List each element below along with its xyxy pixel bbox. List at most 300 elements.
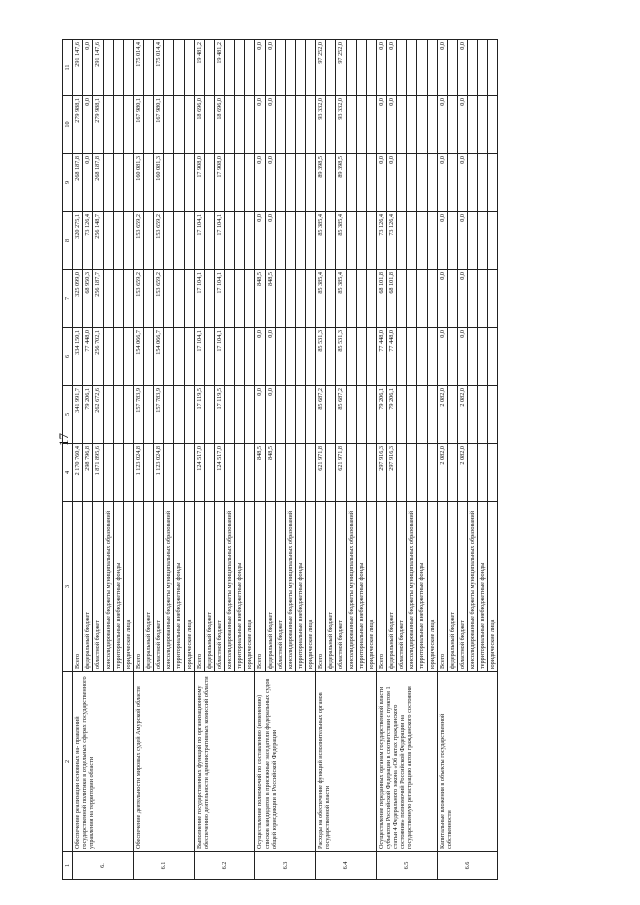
- value-cell: [468, 386, 478, 444]
- row-number: 6.6: [437, 852, 498, 880]
- funding-source: консолидированные бюджеты муниципальных образований: [164, 502, 174, 672]
- value-cell: [468, 328, 478, 386]
- col-header: 1: [63, 852, 73, 880]
- value-cell: 621 971,8: [316, 444, 326, 502]
- value-cell: [103, 270, 113, 328]
- value-cell: 0,0: [265, 328, 275, 386]
- value-cell: 1 123 024,8: [133, 444, 143, 502]
- value-cell: [407, 40, 417, 96]
- value-cell: [144, 444, 154, 502]
- value-cell: 0,0: [387, 154, 397, 212]
- funding-source: Всего: [437, 502, 447, 672]
- value-cell: [103, 386, 113, 444]
- value-cell: 291 147,6: [73, 40, 83, 96]
- value-cell: 97 252,0: [336, 40, 346, 96]
- value-cell: 0,0: [387, 96, 397, 154]
- value-cell: [113, 386, 123, 444]
- value-cell: [397, 212, 407, 270]
- funding-source: областной бюджет: [93, 502, 103, 672]
- value-cell: 85 385,4: [336, 270, 346, 328]
- value-cell: [478, 154, 488, 212]
- value-cell: [326, 96, 336, 154]
- row-title: Расходы на обеспечение функций исполнительных органов государственной власти: [316, 672, 377, 852]
- funding-source: областной бюджет: [275, 502, 285, 672]
- value-cell: 0,0: [437, 40, 447, 96]
- value-cell: [306, 96, 316, 154]
- funding-source: юридические лица: [366, 502, 376, 672]
- value-cell: [417, 328, 427, 386]
- value-cell: 85 385,4: [316, 270, 326, 328]
- value-cell: 77 448,0: [376, 328, 386, 386]
- value-cell: [144, 270, 154, 328]
- value-cell: [447, 154, 457, 212]
- value-cell: [103, 328, 113, 386]
- table-row: [194, 40, 204, 880]
- value-cell: 154 066,7: [133, 328, 143, 386]
- value-cell: [478, 328, 488, 386]
- value-cell: 2 170 760,4: [73, 444, 83, 502]
- value-cell: [366, 40, 376, 96]
- value-cell: [407, 96, 417, 154]
- value-cell: [164, 328, 174, 386]
- value-cell: 0,0: [457, 40, 467, 96]
- value-cell: 77 448,0: [387, 328, 397, 386]
- value-cell: [447, 96, 457, 154]
- value-cell: 18 696,0: [214, 96, 224, 154]
- col-header: 5: [63, 386, 73, 444]
- value-cell: [346, 270, 356, 328]
- value-cell: [366, 328, 376, 386]
- value-cell: [468, 154, 478, 212]
- col-header: 6: [63, 328, 73, 386]
- value-cell: [285, 328, 295, 386]
- value-cell: [164, 154, 174, 212]
- value-cell: [306, 270, 316, 328]
- value-cell: 0,0: [437, 212, 447, 270]
- value-cell: 0,0: [457, 154, 467, 212]
- value-cell: [468, 96, 478, 154]
- value-cell: [295, 40, 305, 96]
- value-cell: [447, 444, 457, 502]
- value-cell: [478, 40, 488, 96]
- funding-source: территориальные внебюджетные фонды: [295, 502, 305, 672]
- value-cell: [366, 444, 376, 502]
- value-cell: 0,0: [265, 154, 275, 212]
- value-cell: [144, 40, 154, 96]
- value-cell: [123, 154, 133, 212]
- value-cell: [447, 270, 457, 328]
- value-cell: [478, 96, 488, 154]
- value-cell: [113, 96, 123, 154]
- value-cell: [478, 386, 488, 444]
- value-cell: [346, 328, 356, 386]
- value-cell: [397, 328, 407, 386]
- value-cell: [417, 212, 427, 270]
- col-header: 10: [63, 96, 73, 154]
- value-cell: [366, 212, 376, 270]
- value-cell: 341 991,7: [73, 386, 83, 444]
- value-cell: [326, 386, 336, 444]
- value-cell: [275, 96, 285, 154]
- value-cell: [285, 212, 295, 270]
- value-cell: [285, 154, 295, 212]
- table-row: [316, 40, 326, 880]
- row-number: 6.2: [194, 852, 255, 880]
- value-cell: 89 398,5: [336, 154, 346, 212]
- value-cell: 0,0: [265, 386, 275, 444]
- value-cell: [174, 386, 184, 444]
- value-cell: [447, 40, 457, 96]
- value-cell: [225, 96, 235, 154]
- value-cell: 256 702,1: [93, 328, 103, 386]
- value-cell: 160 081,3: [133, 154, 143, 212]
- value-cell: [174, 444, 184, 502]
- value-cell: [468, 40, 478, 96]
- value-cell: 0,0: [265, 40, 275, 96]
- value-cell: [306, 212, 316, 270]
- value-cell: [235, 212, 245, 270]
- value-cell: 73 126,4: [387, 212, 397, 270]
- table-body: [73, 40, 498, 880]
- funding-source: территориальные внебюджетные фонды: [174, 502, 184, 672]
- value-cell: [164, 40, 174, 96]
- value-cell: [427, 212, 437, 270]
- value-cell: [245, 154, 255, 212]
- value-cell: 85 531,3: [336, 328, 346, 386]
- value-cell: 17 104,1: [194, 270, 204, 328]
- value-cell: [427, 40, 437, 96]
- funding-source: Всего: [376, 502, 386, 672]
- value-cell: [245, 40, 255, 96]
- value-cell: 0,0: [265, 96, 275, 154]
- funding-source: областной бюджет: [214, 502, 224, 672]
- page-number: 17: [56, 433, 71, 446]
- value-cell: [123, 40, 133, 96]
- funding-source: консолидированные бюджеты муниципальных образований: [285, 502, 295, 672]
- value-cell: [285, 444, 295, 502]
- value-cell: 268 187,8: [73, 154, 83, 212]
- row-title: Осуществление переданных органам государственной власти субъектов Российской Федерации в соответствии с пунктом 1 статьи 4 Федерального закона «Об актах гражданского состояния» полномочий Российской Федерации на государственную регистрацию актов гражданского состояния: [376, 672, 437, 852]
- value-cell: [123, 96, 133, 154]
- value-cell: 0,0: [265, 212, 275, 270]
- value-cell: [417, 154, 427, 212]
- value-cell: 85 531,3: [316, 328, 326, 386]
- value-cell: [184, 444, 194, 502]
- value-cell: 85 687,2: [336, 386, 346, 444]
- value-cell: [245, 444, 255, 502]
- value-cell: [326, 212, 336, 270]
- funding-source: территориальные внебюджетные фонды: [113, 502, 123, 672]
- value-cell: [306, 154, 316, 212]
- value-cell: 0,0: [437, 96, 447, 154]
- funding-source: федеральный бюджет: [326, 502, 336, 672]
- value-cell: [144, 154, 154, 212]
- value-cell: 124 517,0: [194, 444, 204, 502]
- funding-source: консолидированные бюджеты муниципальных образований: [468, 502, 478, 672]
- value-cell: 167 980,1: [133, 96, 143, 154]
- value-cell: [103, 40, 113, 96]
- value-cell: [113, 40, 123, 96]
- funding-source: территориальные внебюджетные фонды: [356, 502, 366, 672]
- value-cell: [478, 270, 488, 328]
- value-cell: 256 187,7: [93, 270, 103, 328]
- value-cell: 68 101,8: [387, 270, 397, 328]
- funding-source: юридические лица: [184, 502, 194, 672]
- value-cell: [123, 328, 133, 386]
- value-cell: [184, 212, 194, 270]
- value-cell: [113, 154, 123, 212]
- value-cell: [468, 270, 478, 328]
- value-cell: [245, 328, 255, 386]
- value-cell: 79 206,1: [387, 386, 397, 444]
- value-cell: [356, 96, 366, 154]
- value-cell: [285, 40, 295, 96]
- value-cell: 17 104,1: [214, 270, 224, 328]
- value-cell: 97 252,0: [316, 40, 326, 96]
- value-cell: 334 150,1: [73, 328, 83, 386]
- value-cell: 153 659,2: [154, 212, 164, 270]
- funding-source: консолидированные бюджеты муниципальных образований: [407, 502, 417, 672]
- value-cell: [356, 328, 366, 386]
- value-cell: 154 066,7: [154, 328, 164, 386]
- value-cell: [245, 386, 255, 444]
- funding-source: Всего: [73, 502, 83, 672]
- value-cell: 175 014,4: [154, 40, 164, 96]
- value-cell: [204, 40, 214, 96]
- table-row: [437, 40, 447, 880]
- value-cell: [356, 212, 366, 270]
- value-cell: [103, 154, 113, 212]
- value-cell: [235, 328, 245, 386]
- value-cell: [306, 444, 316, 502]
- value-cell: [204, 386, 214, 444]
- value-cell: [478, 444, 488, 502]
- value-cell: [103, 96, 113, 154]
- value-cell: 18 696,0: [194, 96, 204, 154]
- value-cell: [275, 386, 285, 444]
- row-number: 6.1: [133, 852, 194, 880]
- value-cell: 268 187,8: [93, 154, 103, 212]
- funding-source: областной бюджет: [336, 502, 346, 672]
- col-header: 2: [63, 672, 73, 852]
- value-cell: [285, 270, 295, 328]
- table-row: [376, 40, 386, 880]
- value-cell: [407, 386, 417, 444]
- column-number-row: [63, 40, 73, 880]
- value-cell: [225, 270, 235, 328]
- value-cell: [447, 212, 457, 270]
- value-cell: [144, 212, 154, 270]
- value-cell: 17 119,5: [194, 386, 204, 444]
- value-cell: 17 104,1: [194, 212, 204, 270]
- value-cell: 1 871 895,6: [93, 444, 103, 502]
- col-header: 11: [63, 40, 73, 96]
- value-cell: 325 099,0: [73, 270, 83, 328]
- value-cell: [488, 40, 498, 96]
- value-cell: [326, 270, 336, 328]
- value-cell: [488, 212, 498, 270]
- value-cell: 68 950,3: [83, 270, 93, 328]
- funding-source: территориальные внебюджетные фонды: [417, 502, 427, 672]
- value-cell: [285, 386, 295, 444]
- value-cell: 89 398,5: [316, 154, 326, 212]
- value-cell: [366, 270, 376, 328]
- value-cell: 2 082,0: [457, 386, 467, 444]
- funding-source: областной бюджет: [154, 502, 164, 672]
- funding-source: федеральный бюджет: [204, 502, 214, 672]
- value-cell: [174, 154, 184, 212]
- row-number: 6.3: [255, 852, 316, 880]
- value-cell: [407, 328, 417, 386]
- value-cell: [306, 40, 316, 96]
- value-cell: 0,0: [437, 328, 447, 386]
- value-cell: [245, 96, 255, 154]
- value-cell: [235, 96, 245, 154]
- value-cell: 0,0: [387, 40, 397, 96]
- value-cell: [235, 40, 245, 96]
- value-cell: 167 980,1: [154, 96, 164, 154]
- value-cell: [275, 328, 285, 386]
- value-cell: [366, 96, 376, 154]
- value-cell: [184, 40, 194, 96]
- funding-source: Всего: [194, 502, 204, 672]
- value-cell: [113, 444, 123, 502]
- funding-source: юридические лица: [427, 502, 437, 672]
- value-cell: [397, 40, 407, 96]
- value-cell: 279 988,1: [73, 96, 83, 154]
- funding-source: Всего: [255, 502, 265, 672]
- value-cell: 848,5: [265, 444, 275, 502]
- value-cell: [346, 40, 356, 96]
- funding-source: Всего: [133, 502, 143, 672]
- value-cell: [103, 444, 113, 502]
- row-title: Обеспечение реализации основных на- правлений государственной политики в отдельных сферах государственного управления на территории области: [73, 672, 134, 852]
- value-cell: 621 971,8: [336, 444, 346, 502]
- row-title: Капитальные вложения в объекты государственной собственности: [437, 672, 498, 852]
- funding-source: юридические лица: [245, 502, 255, 672]
- value-cell: [113, 212, 123, 270]
- funding-source: консолидированные бюджеты муниципальных образований: [225, 502, 235, 672]
- value-cell: 2 082,0: [437, 444, 447, 502]
- value-cell: 17 908,0: [194, 154, 204, 212]
- value-cell: 256 148,7: [93, 212, 103, 270]
- value-cell: [123, 270, 133, 328]
- value-cell: [295, 154, 305, 212]
- funding-source: консолидированные бюджеты муниципальных образований: [346, 502, 356, 672]
- value-cell: [204, 328, 214, 386]
- value-cell: 279 988,1: [93, 96, 103, 154]
- value-cell: [447, 328, 457, 386]
- value-cell: 297 916,3: [376, 444, 386, 502]
- value-cell: [204, 444, 214, 502]
- value-cell: [326, 154, 336, 212]
- value-cell: [275, 154, 285, 212]
- funding-source: юридические лица: [123, 502, 133, 672]
- value-cell: [346, 444, 356, 502]
- value-cell: [174, 212, 184, 270]
- value-cell: [366, 154, 376, 212]
- value-cell: 848,5: [255, 444, 265, 502]
- value-cell: [356, 154, 366, 212]
- value-cell: 175 014,4: [133, 40, 143, 96]
- value-cell: [417, 96, 427, 154]
- value-cell: [164, 444, 174, 502]
- table-row: [73, 40, 83, 880]
- value-cell: 297 916,3: [387, 444, 397, 502]
- value-cell: [468, 444, 478, 502]
- value-cell: [488, 270, 498, 328]
- value-cell: [356, 270, 366, 328]
- funding-source: федеральный бюджет: [144, 502, 154, 672]
- value-cell: [346, 96, 356, 154]
- value-cell: [417, 444, 427, 502]
- value-cell: [488, 96, 498, 154]
- value-cell: [407, 212, 417, 270]
- value-cell: [164, 212, 174, 270]
- value-cell: [488, 386, 498, 444]
- value-cell: [285, 96, 295, 154]
- value-cell: [204, 96, 214, 154]
- value-cell: 0,0: [83, 96, 93, 154]
- value-cell: 85 687,2: [316, 386, 326, 444]
- funding-source: федеральный бюджет: [387, 502, 397, 672]
- value-cell: 320 275,1: [73, 212, 83, 270]
- row-number: 6.4: [316, 852, 377, 880]
- value-cell: 79 206,1: [83, 386, 93, 444]
- value-cell: [235, 154, 245, 212]
- value-cell: [164, 96, 174, 154]
- value-cell: [427, 386, 437, 444]
- value-cell: 17 104,1: [194, 328, 204, 386]
- budget-table: [62, 39, 498, 880]
- value-cell: [417, 40, 427, 96]
- funding-source: юридические лица: [488, 502, 498, 672]
- row-number: 6.5: [376, 852, 437, 880]
- value-cell: [397, 96, 407, 154]
- value-cell: [275, 444, 285, 502]
- value-cell: 0,0: [255, 96, 265, 154]
- value-cell: [295, 328, 305, 386]
- value-cell: [184, 386, 194, 444]
- value-cell: [225, 154, 235, 212]
- value-cell: [225, 40, 235, 96]
- value-cell: [123, 386, 133, 444]
- value-cell: [488, 154, 498, 212]
- row-number: 6.: [73, 852, 134, 880]
- value-cell: [113, 328, 123, 386]
- value-cell: 2 082,0: [457, 444, 467, 502]
- value-cell: 17 908,0: [214, 154, 224, 212]
- value-cell: [204, 212, 214, 270]
- funding-source: территориальные внебюджетные фонды: [478, 502, 488, 672]
- row-title: Осуществление полномочий по составлению (изменению) списков кандидатов в присяжные заседатели федеральных судов общей юрисдикции в Российской Федерации: [255, 672, 316, 852]
- value-cell: [427, 154, 437, 212]
- funding-source: областной бюджет: [397, 502, 407, 672]
- funding-source: федеральный бюджет: [447, 502, 457, 672]
- row-title: Обеспечение деятельности мировых судей Амурской области: [133, 672, 194, 852]
- value-cell: 153 659,2: [133, 270, 143, 328]
- value-cell: 19 481,2: [194, 40, 204, 96]
- value-cell: [295, 96, 305, 154]
- value-cell: [397, 270, 407, 328]
- value-cell: [447, 386, 457, 444]
- value-cell: [225, 328, 235, 386]
- value-cell: 0,0: [437, 270, 447, 328]
- value-cell: [235, 386, 245, 444]
- value-cell: [427, 270, 437, 328]
- value-cell: [184, 328, 194, 386]
- value-cell: [275, 40, 285, 96]
